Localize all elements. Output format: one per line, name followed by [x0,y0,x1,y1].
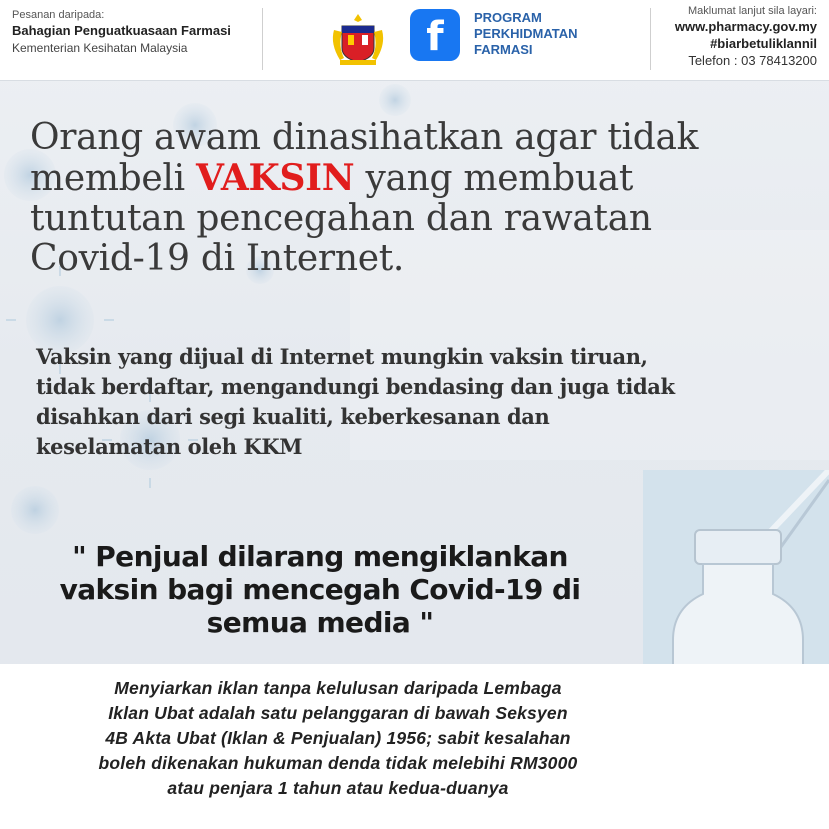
body-line-3: disahkan dari segi kualiti, keberkesanan dan [36,404,550,429]
website-link[interactable]: www.pharmacy.gov.my [674,19,817,34]
headline-line-1: Orang awam dinasihatkan agar tidak [30,117,699,158]
headline-line-2 [30,158,820,199]
header-divider [262,8,263,70]
quote-line-2: vaksin bagi mencegah Covid-19 di [59,573,581,606]
header-bar [0,0,829,81]
legal-line-3: 4B Akta Ubat (Iklan & Penjualan) 1956; sabit kesalahan [105,728,571,748]
contact-caption: Maklumat lanjut sila layari: [688,5,817,17]
quote-line-3: semua media " [206,606,434,639]
quote-line-1: " Penjual dilarang mengiklankan [72,540,568,573]
body-line-1: Vaksin yang dijual di Internet mungkin vaksin tiruan, [36,344,648,369]
body-line-2: tidak berdaftar, mengandungi bendasing dan juga tidak [36,374,675,399]
program-line-3: FARMASI [474,42,533,57]
source-ministry: Kementerian Kesihatan Malaysia [12,41,188,55]
headline-line-3: tuntutan pencegahan dan rawatan [30,198,652,239]
headline [30,118,820,279]
hashtag: #biarbetuliklannil [710,36,817,51]
legal-line-4: boleh dikenakan hukuman denda tidak melebihi RM3000 [98,753,578,773]
source-caption: Pesanan daripada: [12,9,105,21]
facebook-icon [410,9,460,61]
source-organization: Bahagian Penguatkuasaan Farmasi [12,23,231,38]
headline-line-4: Covid-19 di Internet. [30,238,405,279]
program-line-1: PROGRAM [474,10,542,25]
facebook-letter: f [426,14,444,60]
seller-warning-quote [20,540,620,639]
vaksin-highlight: VAKSIN [196,157,355,199]
program-line-2: PERKHIDMATAN [474,26,578,41]
headline-line-2-post: yang membuat [354,158,634,199]
header-source [12,8,262,56]
phone-number: Telefon : 03 78413200 [688,53,817,68]
legal-line-1: Menyiarkan iklan tanpa kelulusan daripada Lembaga [114,678,562,698]
legal-line-5: atau penjara 1 tahun atau kedua-duanya [167,778,509,798]
body-line-4: keselamatan oleh KKM [36,434,303,459]
header-contact [587,4,817,70]
coat-of-arms-icon [328,8,388,68]
headline-line-2-pre: membeli [30,158,196,199]
legal-notice [18,676,658,801]
body-paragraph [36,342,826,462]
legal-line-2: Iklan Ubat adalah satu pelanggaran di bawah Seksyen [108,703,568,723]
